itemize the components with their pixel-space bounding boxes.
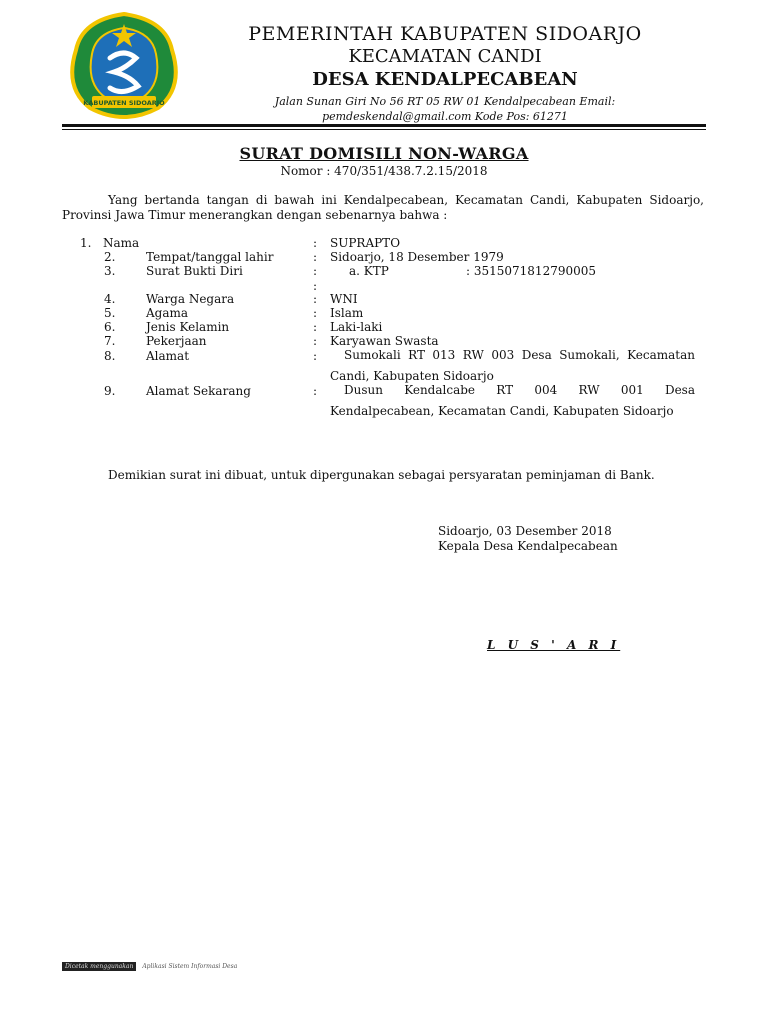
field-5-value: Islam: [330, 306, 364, 320]
field-1-number: 1.: [80, 236, 92, 250]
field-2-number: 2.: [104, 250, 116, 264]
field-3-extra-colon: :: [313, 279, 318, 293]
letterhead-government: PEMERINTAH KABUPATEN SIDOARJO: [248, 23, 642, 45]
field-8-value: Sumokali RT 013 RW 003 Desa Sumokali, Kecamatan Candi, Kabupaten Sidoarjo: [330, 348, 695, 383]
field-5-label: Agama: [146, 306, 189, 320]
field-2-colon: :: [313, 250, 318, 264]
signer-title: Kepala Desa Kendalpecabean: [438, 539, 618, 553]
letterhead: [200, 22, 690, 124]
field-6-colon: :: [313, 320, 318, 334]
field-7-value: Karyawan Swasta: [330, 334, 439, 348]
letterhead-address-line2: pemdeskendal@gmail.com Kode Pos: 61271: [322, 110, 568, 123]
field-6-number: 6.: [104, 320, 116, 334]
intro-paragraph: Yang bertanda tangan di bawah ini Kendalpecabean, Kecamatan Candi, Kabupaten Sidoarjo, Provinsi Jawa Timur menerangkan dengan sebenarnya bahwa :: [62, 193, 704, 222]
field-8-label: Alamat: [146, 349, 190, 363]
field-3-number: 3.: [104, 264, 116, 278]
footer-text: Aplikasi Sistem Informasi Desa: [142, 963, 238, 970]
field-7-number: 7.: [104, 334, 116, 348]
signer-name: L U S ' A R I: [487, 638, 621, 652]
field-9-number: 9.: [104, 384, 116, 398]
regency-emblem-logo: [62, 10, 186, 126]
letterhead-district: KECAMATAN CANDI: [348, 46, 542, 67]
field-7-label: Pekerjaan: [146, 334, 207, 348]
field-2-value: Sidoarjo, 18 Desember 1979: [330, 250, 504, 264]
field-7-colon: :: [313, 334, 318, 348]
field-1-label: Nama: [103, 236, 140, 250]
field-3-sub-label: a. KTP: [349, 264, 389, 278]
field-8-colon: :: [313, 349, 318, 363]
field-3-colon: :: [313, 264, 318, 278]
field-6-label: Jenis Kelamin: [146, 320, 230, 334]
field-8-number: 8.: [104, 349, 116, 363]
svg-text:KABUPATEN SIDOARJO: KABUPATEN SIDOARJO: [83, 99, 165, 107]
footer-badge: Dicetak menggunakan: [62, 962, 136, 971]
place-date: Sidoarjo, 03 Desember 2018: [438, 524, 612, 538]
letterhead-village: DESA KENDALPECABEAN: [312, 69, 578, 90]
field-9-value: Dusun Kendalcabe RT 004 RW 001 Desa Kendalpecabean, Kecamatan Candi, Kabupaten Sidoarjo: [330, 383, 695, 418]
letterhead-thin-rule: [62, 129, 706, 130]
letterhead-address-line1: Jalan Sunan Giri No 56 RT 05 RW 01 Kendalpecabean Email:: [274, 95, 616, 108]
field-3-sub-value: : 3515071812790005: [466, 264, 597, 278]
field-4-number: 4.: [104, 292, 116, 306]
document-number: Nomor : 470/351/438.7.2.15/2018: [280, 164, 488, 178]
field-4-value: WNI: [330, 292, 358, 306]
field-5-number: 5.: [104, 306, 116, 320]
field-3-label: Surat Bukti Diri: [146, 264, 243, 278]
field-5-colon: :: [313, 306, 318, 320]
closing-paragraph: Demikian surat ini dibuat, untuk dipergunakan sebagai persyaratan peminjaman di Bank.: [108, 468, 655, 482]
field-9-colon: :: [313, 384, 318, 398]
letterhead-thick-rule: [62, 124, 706, 127]
field-9-label: Alamat Sekarang: [146, 384, 251, 398]
print-footer: [62, 962, 237, 971]
field-6-value: Laki-laki: [330, 320, 383, 334]
field-4-label: Warga Negara: [146, 292, 235, 306]
field-2-label: Tempat/tanggal lahir: [146, 250, 274, 264]
document-title: SURAT DOMISILI NON-WARGA: [239, 144, 529, 163]
field-1-value: SUPRAPTO: [330, 236, 401, 250]
field-4-colon: :: [313, 292, 318, 306]
field-1-colon: :: [313, 236, 318, 250]
